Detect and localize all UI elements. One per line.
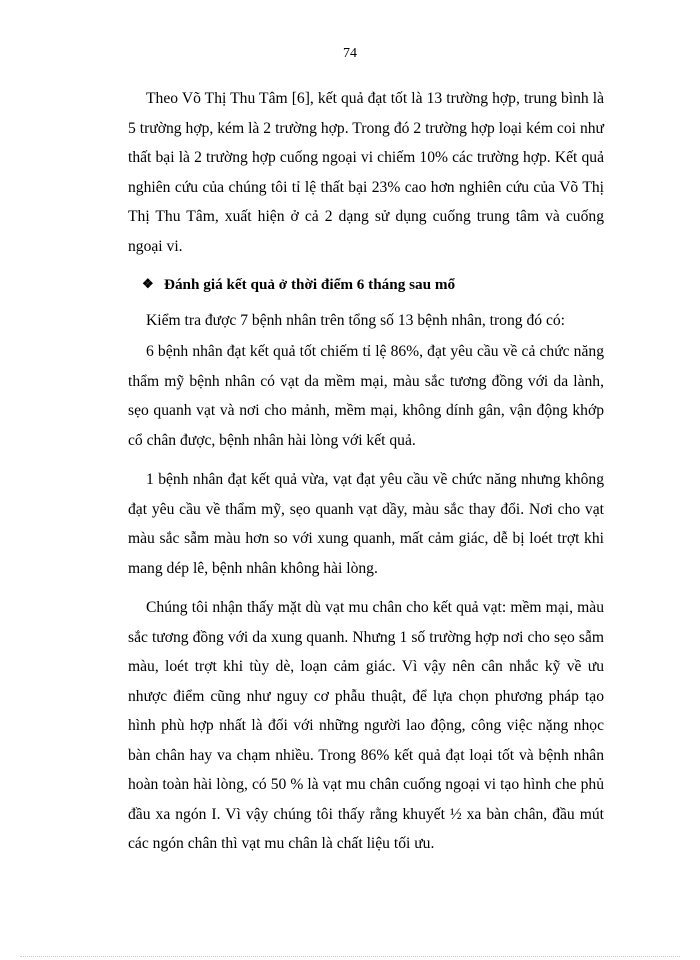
page-bottom-divider: [20, 956, 680, 957]
page-number: 74: [343, 46, 357, 61]
paragraph-checked: Kiểm tra được 7 bệnh nhân trên tổng số 13 bệnh nhân, trong đó có:: [146, 311, 566, 329]
paragraph-good-result: 6 bệnh nhân đạt kết quả tốt chiếm tỉ lệ 86%, đạt yêu cầu về cả chức năng thẩm mỹ bệnh nhân có vạt da mềm mại, màu sắc tương đồng với da lành, sẹo quanh vạt và nơi cho mảnh, mềm mại, không dính gân, vận động khớp cổ chân được, bệnh nhân hài lòng với kết quả.: [128, 343, 604, 449]
paragraph-medium-result: 1 bệnh nhân đạt kết quả vừa, vạt đạt yêu cầu về chức năng nhưng không đạt yêu cầu về thẩm mỹ, sẹo quanh vạt dầy, màu sắc thay đổi. Nơi cho vạt màu sắc sẫm màu hơn so với xung quanh, mất cảm giác, dễ bị loét trợt khi mang dép lê, bệnh nhân không hài lòng.: [128, 471, 604, 577]
section-heading: [128, 270, 604, 300]
section-heading-text: Đánh giá kết quả ở thời điểm 6 tháng sau mổ: [164, 276, 456, 293]
paragraph-comparison: Theo Võ Thị Thu Tâm [6], kết quả đạt tốt là 13 trường hợp, trung bình là 5 trường hợp, kém là 2 trường hợp. Trong đó 2 trường hợp loại kém coi như thất bại là 2 trường hợp cuống ngoại vi chiếm 10% các trường hợp. Kết quả nghiên cứu của chúng tôi tỉ lệ thất bại 23% cao hơn nghiên cứu của Võ Thị Thị Thu Tâm, xuất hiện ở cả 2 dạng sử dụng cuống trung tâm và cuống ngoại vi.: [128, 90, 604, 255]
body-text: [128, 84, 604, 869]
diamond-bullet-icon: ❖: [142, 276, 154, 291]
paragraph-conclusion: Chúng tôi nhận thấy mặt dù vạt mu chân cho kết quả vạt: mềm mại, màu sắc tương đồng với da xung quanh. Nhưng 1 số trường hợp nơi cho sẹo sẫm màu, loét trợt khi tùy dè, loạn cảm giác. Vì vậy nên cân nhắc kỹ về ưu nhược điểm cũng như nguy cơ phẫu thuật, để lựa chọn phương pháp tạo hình phù hợp nhất là đối với những người lao động, công việc nặng nhọc bàn chân hay va chạm nhiều. Trong 86% kết quả đạt loại tốt và bệnh nhân hoàn toàn hài lòng, có 50 % là vạt mu chân cuống ngoại vi tạo hình che phủ đầu xa ngón I. Vì vậy chúng tôi thấy rằng khuyết ½ xa bàn chân, đầu mút các ngón chân thì vạt mu chân là chất liệu tối ưu.: [128, 599, 604, 852]
